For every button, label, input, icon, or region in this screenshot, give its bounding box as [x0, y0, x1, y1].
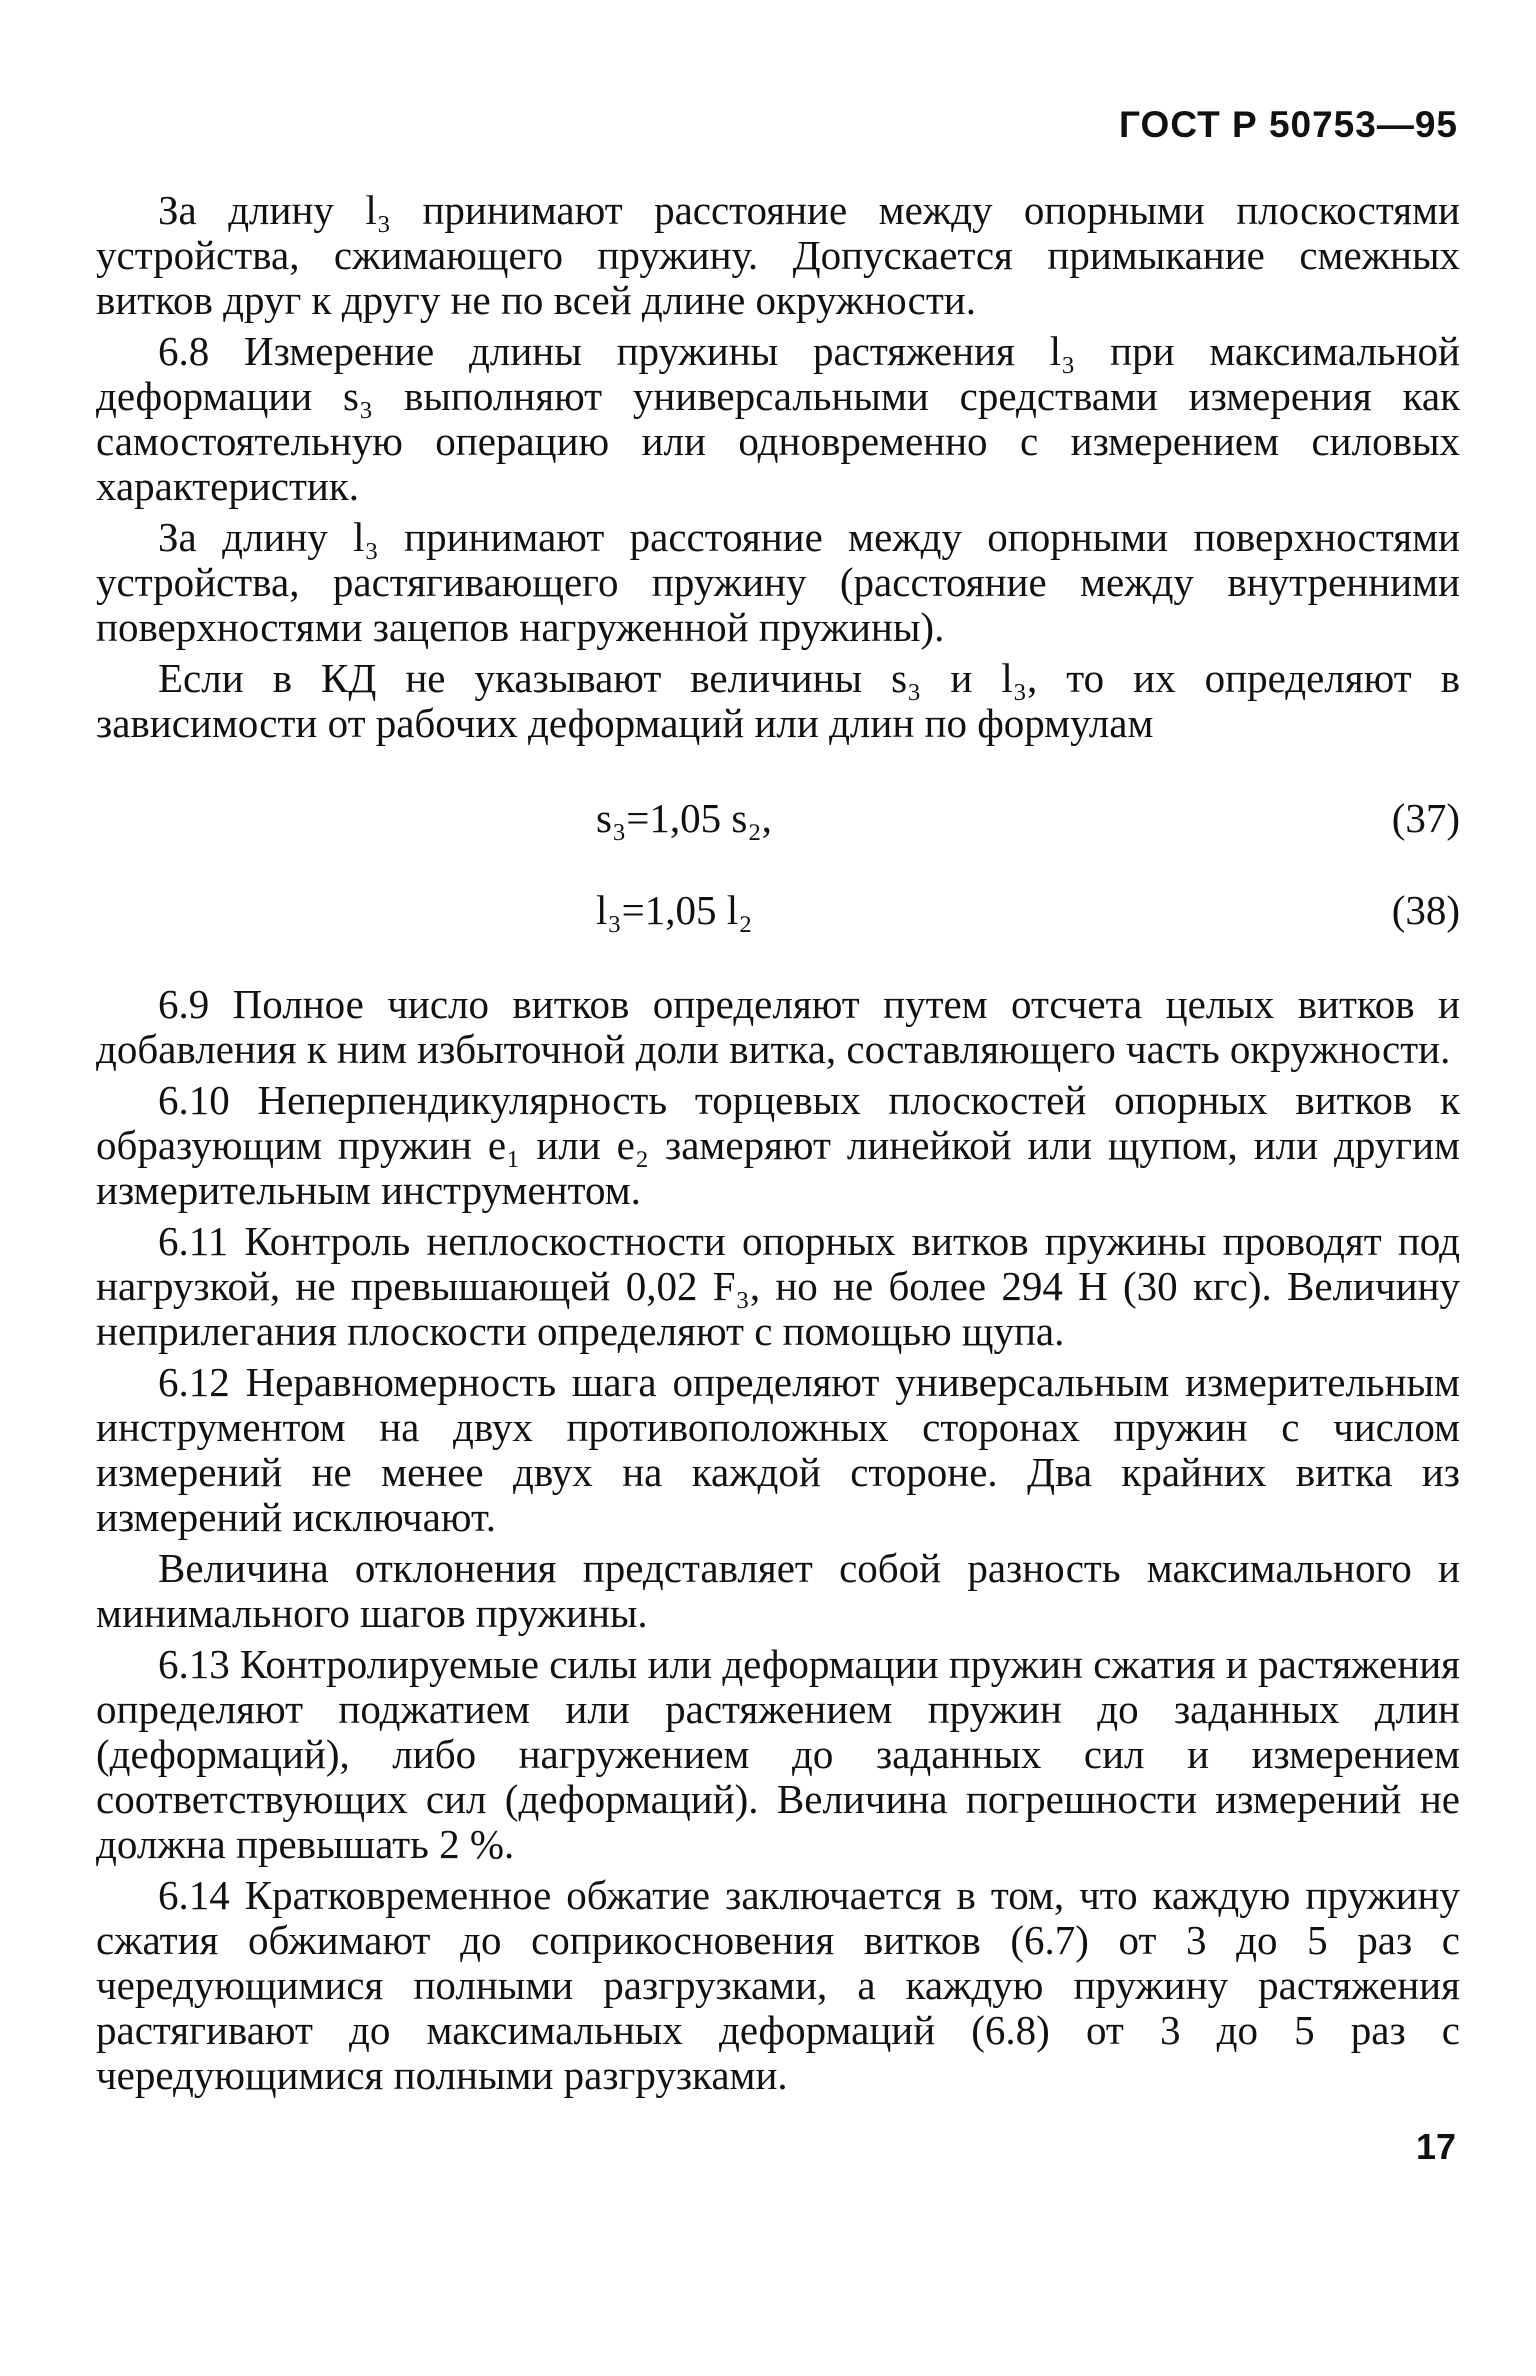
formula-37	[96, 776, 1460, 868]
formula-number: (37)	[1391, 795, 1460, 841]
paragraph-6-9: 6.9 Полное число витков определяют путем отсчета целых витков и добавления к ним избыточной доли витка, составляющего часть окружности.	[96, 981, 1460, 1072]
paragraph-formula-intro: Если в КД не указывают величины s₃ и l₃, то их определяют в зависимости от рабочих деформаций или длин по формулам	[96, 655, 1460, 746]
formula-38	[96, 868, 1460, 960]
formula-expression: s₃=1,05 s₂,	[596, 795, 772, 841]
paragraph-6-8: 6.8 Измерение длины пружины растяжения l₃ при максимальной деформации s₃ выполняют универсальными средствами измерения как самостоятельную операцию или одновременно с измерением силовых характеристик.	[96, 328, 1460, 509]
paragraph-length-extension: За длину l₃ принимают расстояние между опорными поверхностями устройства, растягивающего пружину (расстояние между внутренними поверхностями зацепов нагруженной пружины).	[96, 514, 1460, 650]
paragraph-length-compression: За длину l₃ принимают расстояние между опорными плоскостями устройства, сжимающего пружину. Допускается примыкание смежных витков друг к другу не по всей длине окружности.	[96, 187, 1460, 323]
page-number: 17	[1415, 2126, 1456, 2167]
page-content	[96, 188, 1460, 2098]
formula-number: (38)	[1391, 887, 1460, 933]
formulas-block	[96, 776, 1460, 960]
paragraph-6-11: 6.11 Контроль неплоскостности опорных витков пружины проводят под нагрузкой, не превышающей 0,02 F₃, но не более 294 Н (30 кгс). Величину неприлегания плоскости определяют с помощью щупа.	[96, 1218, 1460, 1354]
paragraph-6-12: 6.12 Неравномерность шага определяют универсальным измерительным инструментом на двух противоположных сторонах пружин с числом измерений не менее двух на каждой стороне. Два крайних витка из измерений исключают.	[96, 1359, 1460, 1540]
paragraph-6-14: 6.14 Кратковременное обжатие заключается в том, что каждую пружину сжатия обжимают до соприкосновения витков (6.7) от 3 до 5 раз с чередующимися полными разгрузками, а каждую пружину растяжения растягивают до максимальных деформаций (6.8) от 3 до 5 раз с чередующимися полными разгрузками.	[96, 1872, 1460, 2098]
document-header: ГОСТ Р 50753—95	[1119, 104, 1458, 145]
paragraph-6-10: 6.10 Неперпендикулярность торцевых плоскостей опорных витков к образующим пружин e₁ или e₂ замеряют линейкой или щупом, или другим измерительным инструментом.	[96, 1077, 1460, 1213]
formula-expression: l₃=1,05 l₂	[596, 887, 753, 933]
paragraph-6-13: 6.13 Контролируемые силы или деформации пружин сжатия и растяжения определяют поджатием или растяжением пружин до заданных длин (деформаций), либо нагружением до заданных сил и измерением соответствующих сил (деформаций). Величина погрешности измерений не должна превышать 2 %.	[96, 1641, 1460, 1867]
paragraph-pitch-deviation: Величина отклонения представляет собой разность максимального и минимального шагов пружины.	[96, 1545, 1460, 1636]
